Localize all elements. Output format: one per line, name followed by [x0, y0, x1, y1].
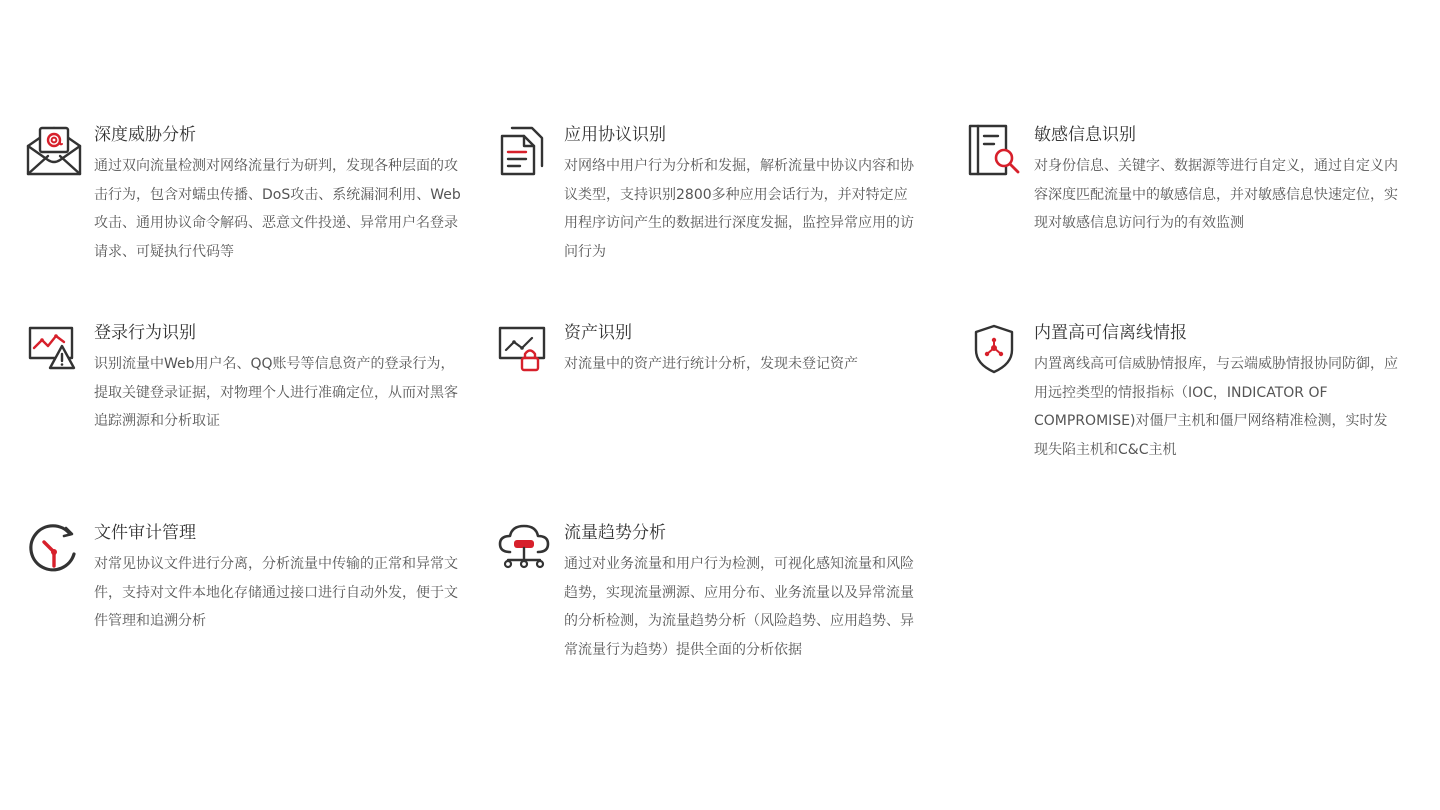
monitor-warning-icon — [26, 320, 82, 376]
feature-title: 文件审计管理 — [94, 523, 196, 543]
feature-title: 应用协议识别 — [564, 125, 666, 145]
document-search-icon — [966, 122, 1022, 178]
feature-description: 通过对业务流量和用户行为检测，可视化感知流量和风险趋势，实现流量溯源、应用分布、业务流量以及异常流量的分析检测，为流量趋势分析（风险趋势、应用趋势、异常流量行为趋势）提供全面的分析依据 — [564, 556, 914, 658]
shield-network-icon — [966, 320, 1022, 376]
feature-title: 资产识别 — [564, 323, 632, 343]
feature-description: 通过双向流量检测对网络流量行为研判，发现各种层面的攻击行为，包含对蠕虫传播、DoS攻击、系统漏洞利用、Web攻击、通用协议命令解码、恶意文件投递、异常用户名登录请求、可疑执行代码等 — [94, 158, 461, 260]
circle-file-icon — [26, 520, 82, 576]
feature-description: 对身份信息、关键字、数据源等进行自定义，通过自定义内容深度匹配流量中的敏感信息，并对敏感信息快速定位，实现对敏感信息访问行为的有效监测 — [1034, 158, 1398, 231]
cloud-network-icon — [496, 520, 552, 576]
feature-title: 敏感信息识别 — [1034, 125, 1136, 145]
feature-description: 对网络中用户行为分析和发掘，解析流量中协议内容和协议类型，支持识别2800多种应用会话行为，并对特定应用程序访问产生的数据进行深度发掘，监控异常应用的访问行为 — [564, 158, 914, 260]
email-at-icon — [26, 122, 82, 178]
feature-description: 对流量中的资产进行统计分析，发现未登记资产 — [564, 356, 858, 372]
feature-description: 对常见协议文件进行分离，分析流量中传输的正常和异常文件，支持对文件本地化存储通过接口进行自动外发，便于文件管理和追溯分析 — [94, 556, 458, 629]
feature-description: 内置离线高可信威胁情报库，与云端威胁情报协同防御，应用远控类型的情报指标（IOC，INDICATOR OF COMPROMISE)对僵尸主机和僵尸网络精准检测，实时发现失陷主机和C&C主机 — [1034, 356, 1398, 458]
feature-title: 深度威胁分析 — [94, 125, 196, 145]
feature-description: 识别流量中Web用户名、QQ账号等信息资产的登录行为，提取关键登录证据，对物理个人进行准确定位，从而对黑客追踪溯源和分析取证 — [94, 356, 458, 429]
feature-title: 流量趋势分析 — [564, 523, 666, 543]
documents-icon — [496, 122, 552, 178]
feature-title: 登录行为识别 — [94, 323, 196, 343]
feature-title: 内置高可信离线情报 — [1034, 323, 1187, 343]
monitor-lock-icon — [496, 320, 552, 376]
